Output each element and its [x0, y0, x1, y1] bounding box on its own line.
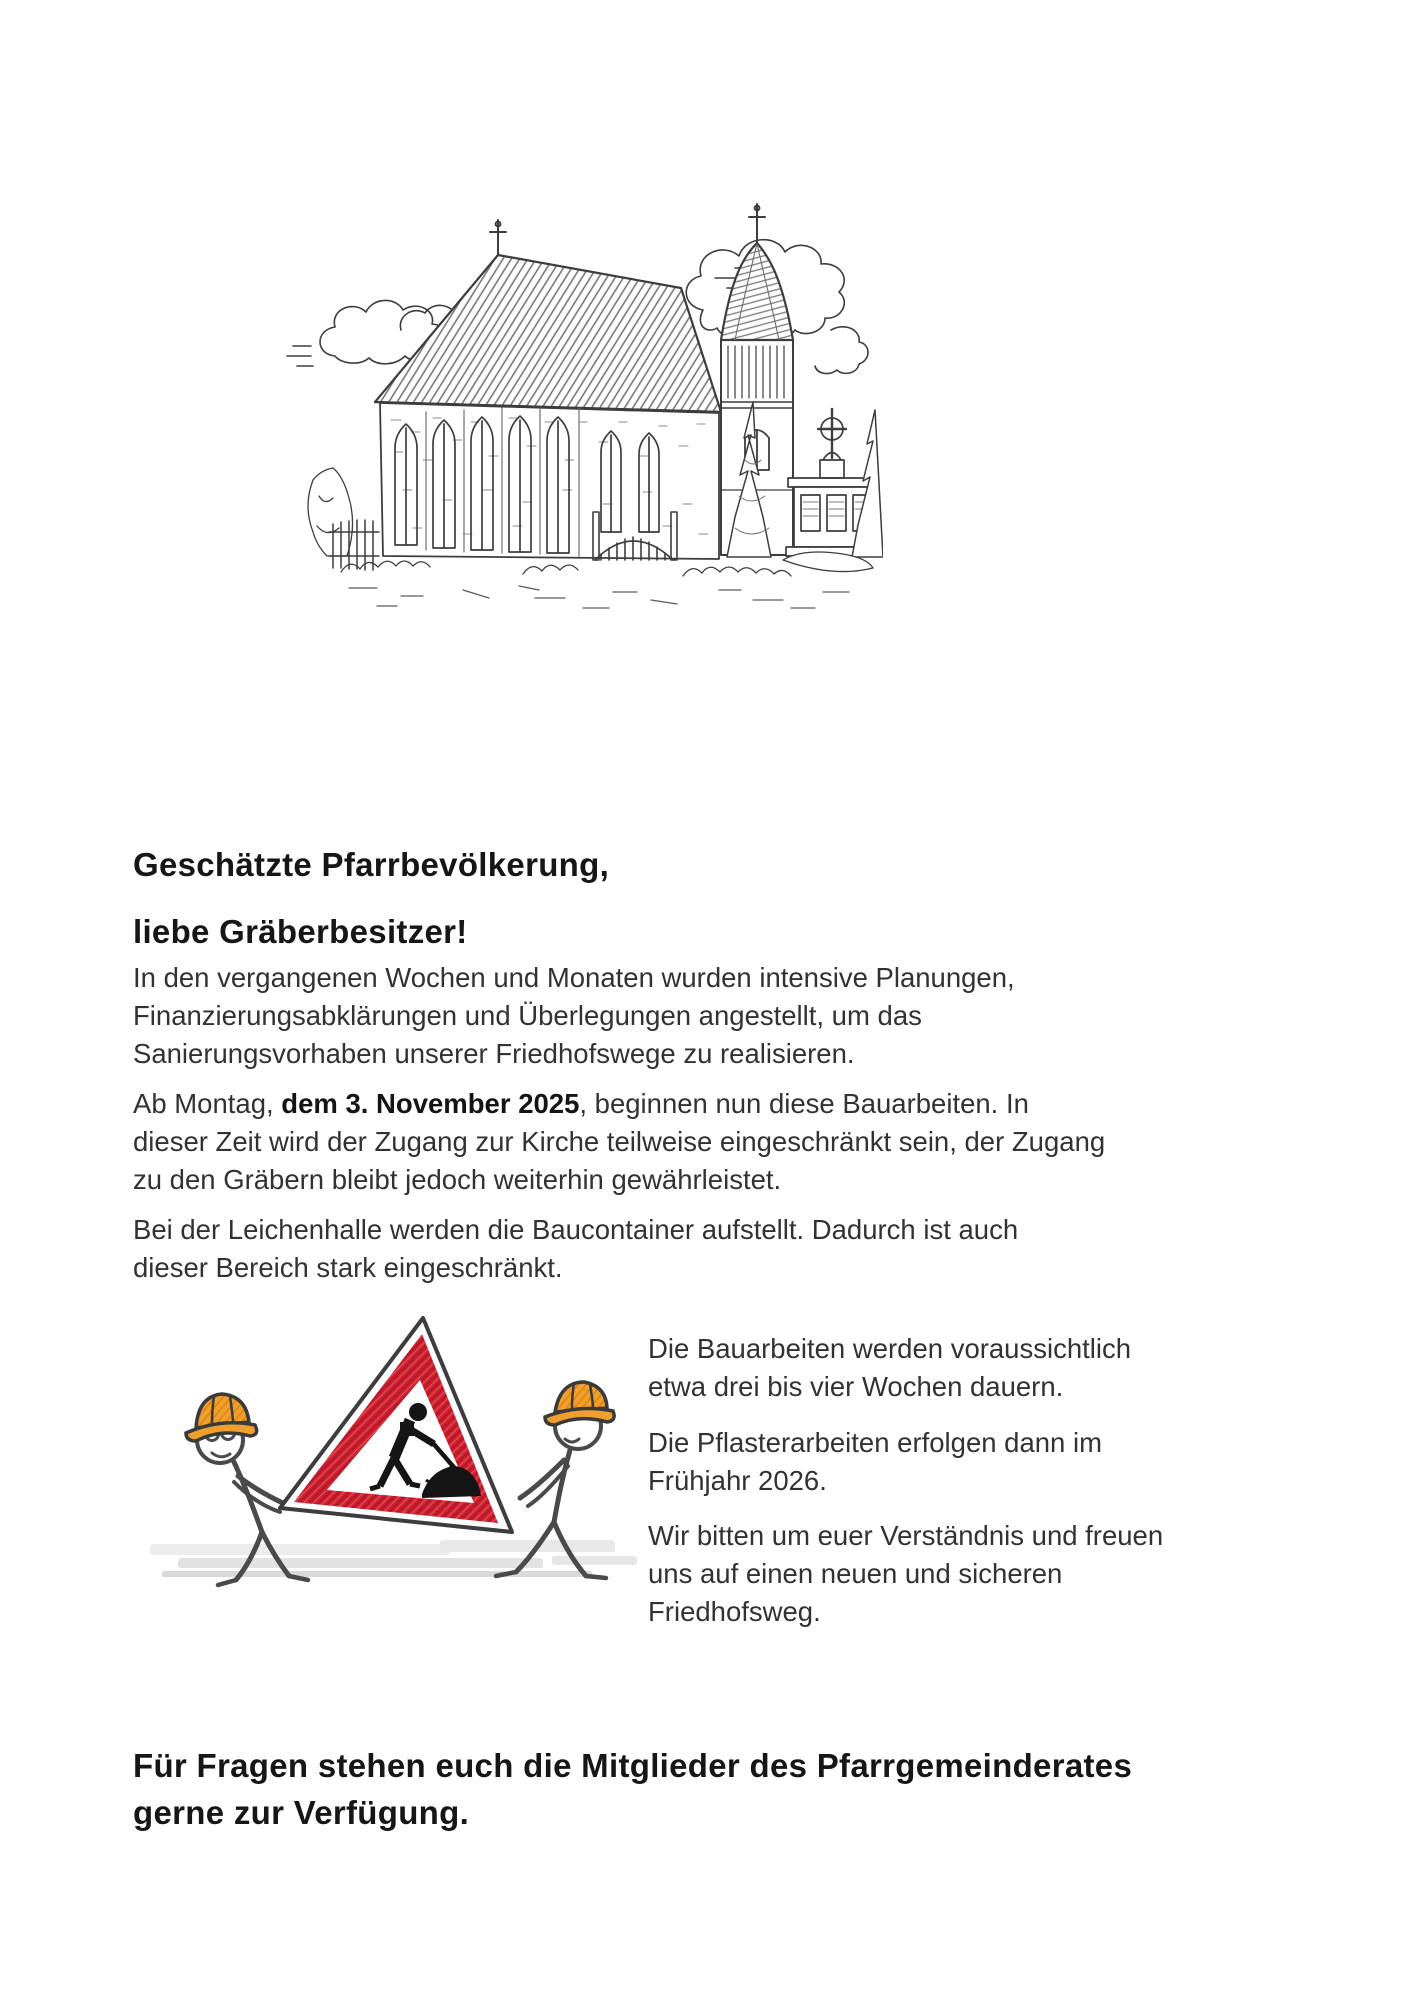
paragraph-containers-line-2: dieser Bereich stark eingeschränkt. [133, 1252, 563, 1283]
paragraph-planning [133, 959, 1015, 1073]
start-date-bold: dem 3. November 2025 [281, 1088, 580, 1119]
side-duration-line-2: etwa drei bis vier Wochen dauern. [648, 1371, 1064, 1402]
paragraph-planning-line-1: In den vergangenen Wochen und Monaten wurden intensive Planungen, [133, 962, 1015, 993]
side-paragraph-paving [648, 1424, 1102, 1500]
paragraph-planning-line-3: Sanierungsvorhaben unserer Friedhofswege zu realisieren. [133, 1038, 855, 1069]
paragraph-containers-line-1: Bei der Leichenhalle werden die Baucontainer aufstellt. Dadurch ist auch [133, 1214, 1019, 1245]
closing-statement [133, 1742, 1132, 1836]
paragraph-planning-line-2: Finanzierungsabklärungen und Überlegungen angestellt, um das [133, 1000, 922, 1031]
start-date-suffix: , beginnen nun diese Bauarbeiten. In [579, 1088, 1029, 1119]
salutation-line-2: liebe Gräberbesitzer! [133, 913, 468, 950]
paragraph-start-date-line-1 [133, 1085, 1105, 1123]
paragraph-start-date-line-2: dieser Zeit wird der Zugang zur Kirche teilweise eingeschränkt sein, der Zugang [133, 1126, 1106, 1157]
side-thanks-line-3: Friedhofsweg. [648, 1596, 821, 1627]
start-date-prefix: Ab Montag, [133, 1088, 282, 1119]
church-wall [380, 403, 719, 559]
church-illustration [283, 160, 883, 615]
side-paving-line-2: Frühjahr 2026. [648, 1465, 827, 1496]
roof-cross [490, 220, 506, 255]
side-duration-line-1: Die Bauarbeiten werden voraussichtlich [648, 1333, 1132, 1364]
paragraph-start-date-line-3: zu den Gräbern bleibt jedoch weiterhin gewährleistet. [133, 1164, 782, 1195]
construction-illustration [122, 1292, 647, 1597]
side-paving-line-1: Die Pflasterarbeiten erfolgen dann im [648, 1427, 1103, 1458]
paragraph-start-date [133, 1085, 1105, 1199]
side-paragraph-thanks [648, 1517, 1163, 1631]
church-sketch-svg [283, 160, 883, 615]
construction-sketch-svg [122, 1292, 647, 1597]
ground-strokes [349, 586, 849, 608]
closing-line-1: Für Fragen stehen euch die Mitglieder des Pfarrgemeinderates [133, 1747, 1133, 1784]
side-thanks-line-2: uns auf einen neuen und sicheren [648, 1558, 1063, 1589]
salutation-line-1: Geschätzte Pfarrbevölkerung, [133, 846, 610, 883]
church-roof [375, 255, 721, 412]
closing-line-2: gerne zur Verfügung. [133, 1794, 470, 1831]
worker-left [186, 1394, 308, 1585]
side-thanks-line-1: Wir bitten um euer Verständnis und freuen [648, 1520, 1164, 1551]
side-paragraph-duration [648, 1330, 1131, 1406]
paragraph-containers [133, 1211, 1018, 1287]
roadworks-sign [280, 1318, 512, 1532]
